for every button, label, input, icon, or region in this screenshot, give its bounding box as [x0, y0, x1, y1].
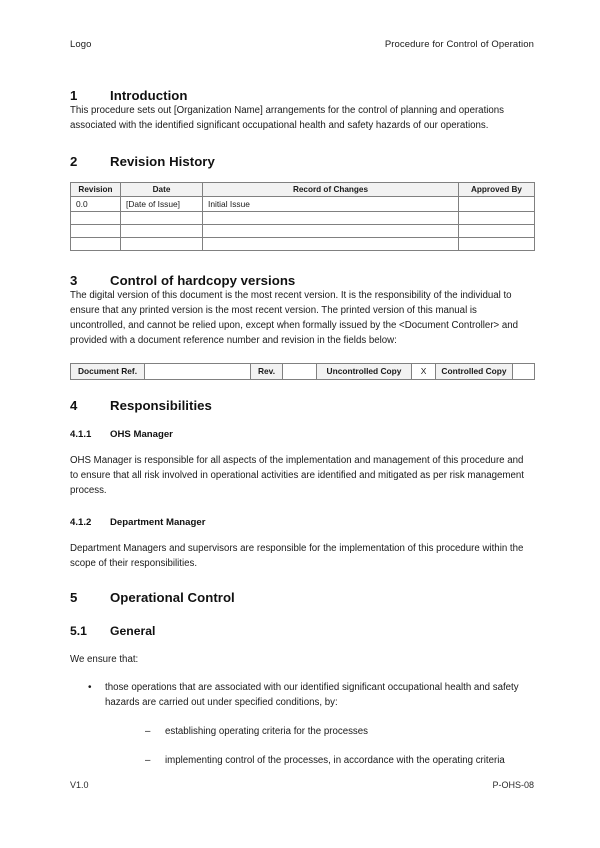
heading-51-number: 5.1 — [70, 624, 87, 639]
footer-document-code: P-OHS-08 — [492, 780, 534, 790]
cell-record-of-changes — [203, 224, 459, 237]
heading-51-title: General — [110, 624, 156, 639]
column-header-date: Date — [121, 182, 203, 196]
heading-5-title: Operational Control — [110, 590, 235, 606]
column-header-revision: Revision — [71, 182, 121, 196]
heading-3-number: 3 — [70, 272, 78, 288]
cell-record-of-changes — [203, 237, 459, 250]
cell-date — [121, 211, 203, 224]
heading-2-title: Revision History — [110, 153, 215, 169]
heading-412-title: Department Manager — [110, 516, 206, 528]
cell-approved-by — [459, 224, 535, 237]
logo-placeholder: Logo — [70, 39, 92, 50]
heading-411-number: 4.1.1 — [70, 428, 92, 440]
heading-4-title: Responsibilities — [110, 397, 212, 413]
column-header-approved-by: Approved By — [459, 182, 535, 196]
paragraph-we-ensure-that: We ensure that: — [70, 654, 139, 666]
cell-approved-by — [459, 196, 535, 211]
document-body — [70, 88, 534, 769]
list-item-text: establishing operating criteria for the processes — [165, 726, 369, 738]
cell-revision — [71, 224, 121, 237]
page-footer — [70, 780, 534, 790]
dash-marker-icon: – — [145, 755, 151, 767]
heading-412-number: 4.1.2 — [70, 516, 92, 528]
list-item-text: implementing control of the processes, in accordance with the operating criteria — [165, 755, 505, 767]
operational-control-sub-bullet-list — [105, 724, 534, 769]
page-header — [70, 39, 534, 51]
bullet-marker-icon: • — [88, 681, 92, 693]
field-rev-value[interactable] — [283, 363, 317, 379]
column-header-record-of-changes: Record of Changes — [203, 182, 459, 196]
operational-control-bullet-list — [70, 680, 534, 769]
table-row — [71, 196, 535, 211]
heading-4-number: 4 — [70, 397, 78, 413]
heading-5-operational-control — [70, 590, 534, 605]
checkbox-uncontrolled-copy[interactable]: X — [412, 363, 436, 379]
list-item — [105, 724, 534, 739]
list-item-text: those operations that are associated with our identified significant occupational health and safety hazards are carried out under specified conditions, by: — [105, 681, 519, 708]
checkbox-controlled-copy[interactable] — [513, 363, 535, 379]
heading-411-ohs-manager — [70, 429, 534, 440]
list-item — [70, 680, 534, 769]
header-document-title: Procedure for Control of Operation — [384, 39, 534, 50]
paragraph-ohs-manager: OHS Manager is responsible for all aspects of the implementation and management of this procedure and to ensure that all risk involved in operational activities are identified and mitigated as per risk management process. — [70, 454, 524, 497]
cell-revision — [71, 237, 121, 250]
heading-51-general — [70, 624, 534, 638]
cell-approved-by — [459, 211, 535, 224]
cell-record-of-changes: Initial Issue — [203, 196, 459, 211]
heading-2-revision-history — [70, 154, 534, 169]
heading-1-introduction — [70, 88, 534, 103]
heading-3-control-of-hardcopy-versions — [70, 273, 534, 288]
heading-1-title: Introduction — [110, 88, 188, 103]
dash-marker-icon: – — [145, 726, 151, 738]
table-row — [71, 224, 535, 237]
cell-approved-by — [459, 237, 535, 250]
paragraph-department-manager: Department Managers and supervisors are responsible for the implementation of this procedure within the scope of their responsibilities. — [70, 542, 524, 569]
cell-date — [121, 224, 203, 237]
cell-date — [121, 237, 203, 250]
cell-record-of-changes — [203, 211, 459, 224]
label-rev: Rev. — [251, 363, 283, 379]
table-row — [71, 237, 535, 250]
cell-date: [Date of Issue] — [121, 196, 203, 211]
heading-2-number: 2 — [70, 153, 78, 169]
field-document-ref-value[interactable] — [145, 363, 251, 379]
label-uncontrolled-copy: Uncontrolled Copy — [317, 363, 412, 379]
revision-history-table — [70, 182, 535, 251]
paragraph-hardcopy-control: The digital version of this document is the most recent version. It is the responsibility of the individual to ensure that any printed version is the most recent version. The printed version of this manual is uncontrolled, and cannot be relied upon, except when formally issued by the <Document Controller> and provided with a document reference number and revision in the fields below: — [70, 289, 519, 347]
cell-revision: 0.0 — [71, 196, 121, 211]
heading-411-title: OHS Manager — [110, 428, 173, 440]
document-reference-box — [70, 363, 535, 380]
footer-version: V1.0 — [70, 780, 89, 790]
table-row — [71, 211, 535, 224]
document-reference-row — [71, 363, 535, 379]
cell-revision — [71, 211, 121, 224]
heading-4-responsibilities — [70, 398, 534, 413]
heading-1-number: 1 — [70, 88, 78, 103]
paragraph-introduction: This procedure sets out [Organization Name] arrangements for the control of planning and operations associated with the identified significant occupational health and safety hazards of our operations. — [70, 105, 505, 132]
heading-3-title: Control of hardcopy versions — [110, 272, 296, 288]
heading-5-number: 5 — [70, 590, 78, 606]
table-header-row — [71, 182, 535, 196]
heading-412-department-manager — [70, 517, 534, 528]
label-document-ref: Document Ref. — [71, 363, 145, 379]
list-item — [105, 753, 534, 768]
label-controlled-copy: Controlled Copy — [436, 363, 513, 379]
